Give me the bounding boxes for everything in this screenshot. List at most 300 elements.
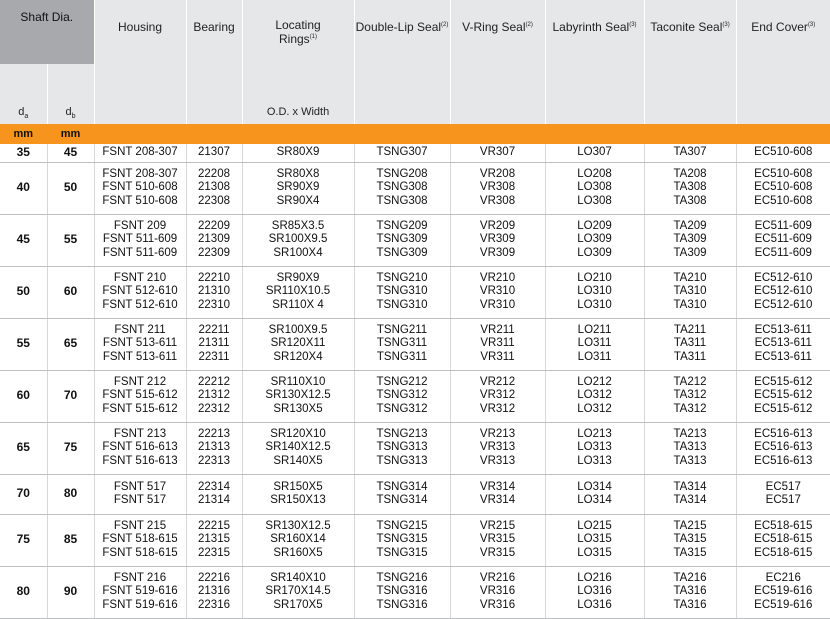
cell-value: LO309: [577, 233, 612, 246]
cell-value: EC515-612: [754, 402, 813, 415]
taconite-seal-cell: [644, 422, 736, 474]
db-cell: 90: [47, 566, 94, 618]
housing-cell: [94, 422, 186, 474]
cell-value: TSNG310: [376, 298, 428, 311]
cell-value: TSNG215: [376, 519, 428, 532]
cell-value: VR309: [479, 233, 516, 246]
cell-value: EC511-609: [754, 246, 812, 259]
cell-value: FSNT 212: [113, 375, 167, 388]
cell-value: TSNG313: [376, 441, 428, 454]
cell-value: FSNT 517: [113, 494, 167, 506]
cell-value: 21307: [198, 146, 230, 158]
cell-value: TA314: [673, 494, 707, 506]
cell-value: TSNG309: [376, 246, 428, 259]
housing-cell: [94, 318, 186, 370]
bearing-cell: [186, 318, 242, 370]
cell-value: TA312: [673, 402, 707, 415]
bearing-cell: [186, 144, 242, 162]
cell-value: LO310: [577, 285, 612, 298]
cell-value: 21314: [198, 494, 230, 506]
locating-rings-cell: [242, 162, 354, 214]
cell-value: TA209: [673, 219, 707, 232]
da-cell: 80: [0, 566, 47, 618]
cell-value: FSNT 510-608: [102, 194, 178, 207]
cell-value: VR215: [479, 519, 516, 532]
end-cover-cell: [736, 162, 830, 214]
cell-value: LO314: [577, 480, 612, 493]
cell-value: TA315: [673, 546, 707, 559]
cell-value: LO314: [577, 494, 612, 506]
cell-value: LO215: [577, 519, 612, 532]
double-lip-seal-cell: [354, 474, 450, 514]
cell-value: SR170X14.5: [265, 585, 331, 598]
table-row: [0, 474, 830, 514]
cell-value: TA313: [673, 454, 707, 467]
cell-value: 22216: [198, 571, 230, 584]
cell-value: EC513-611: [754, 323, 812, 336]
bearing-cell: [186, 370, 242, 422]
taconite-seal-cell: [644, 266, 736, 318]
cell-value: FSNT 519-616: [102, 585, 178, 598]
cell-value: TA309: [673, 233, 707, 246]
cell-value: 21311: [198, 337, 230, 350]
cell-value: FSNT 516-613: [102, 441, 178, 454]
cell-value: 21310: [198, 285, 230, 298]
cell-value: TA213: [673, 427, 707, 440]
cell-value: EC518-615: [754, 546, 813, 559]
housing-cell: [94, 566, 186, 618]
bearing-header: Bearing: [186, 0, 242, 124]
cell-value: LO210: [577, 271, 612, 284]
cell-value: 22312: [198, 402, 230, 415]
cell-value: EC510-608: [754, 146, 813, 158]
cell-value: TA308: [673, 194, 707, 207]
cell-value: SR160X14: [270, 533, 326, 546]
table-header: [0, 0, 830, 144]
labyrinth-seal-cell: [545, 422, 644, 474]
db-cell: 75: [47, 422, 94, 474]
cell-value: VR307: [479, 146, 516, 158]
end-cover-cell: [736, 370, 830, 422]
cell-value: LO308: [577, 181, 612, 194]
cell-value: SR120X4: [273, 350, 323, 363]
double-lip-seal-cell: [354, 514, 450, 566]
bearing-cell: [186, 162, 242, 214]
cell-value: VR208: [479, 167, 516, 180]
cell-value: SR90X9: [276, 271, 320, 284]
double-lip-seal-cell: [354, 566, 450, 618]
cell-value: VR312: [479, 389, 516, 402]
cell-value: VR316: [479, 585, 516, 598]
cell-value: 22213: [198, 427, 230, 440]
cell-value: TA311: [673, 350, 707, 363]
cell-value: LO311: [577, 350, 612, 363]
cell-value: 21315: [198, 533, 230, 546]
labyrinth-seal-cell: [545, 566, 644, 618]
v-ring-seal-cell: [450, 370, 545, 422]
cell-value: 21312: [198, 389, 230, 402]
cell-value: 22215: [198, 519, 230, 532]
cell-value: EC216: [765, 571, 801, 584]
cell-value: 22208: [198, 167, 230, 180]
cell-value: 22212: [198, 375, 230, 388]
table-row: [0, 514, 830, 566]
housing-cell: [94, 266, 186, 318]
taconite-seal-cell: [644, 474, 736, 514]
taconite-seal-cell: [644, 144, 736, 162]
cell-value: VR311: [480, 337, 515, 350]
db-cell: 70: [47, 370, 94, 422]
cell-value: EC511-609: [754, 219, 812, 232]
da-cell: 35: [0, 144, 47, 162]
units-row: [0, 124, 830, 144]
bearing-cell: [186, 422, 242, 474]
end-cover-cell: [736, 266, 830, 318]
cell-value: TSNG313: [376, 454, 428, 467]
cell-value: FSNT 516-613: [102, 454, 178, 467]
v-ring-seal-cell: [450, 144, 545, 162]
cell-value: SR90X9: [276, 181, 320, 194]
table-row: [0, 144, 830, 162]
cell-value: TSNG309: [376, 233, 428, 246]
cell-value: TSNG312: [376, 389, 428, 402]
double-lip-seal-cell: [354, 266, 450, 318]
cell-value: 22313: [198, 454, 230, 467]
table-row: [0, 566, 830, 618]
cell-value: SR130X12.5: [265, 389, 331, 402]
cell-value: SR100X4: [273, 246, 323, 259]
labyrinth-seal-cell: [545, 474, 644, 514]
locating-rings-cell: [242, 474, 354, 514]
cell-value: TA316: [673, 585, 707, 598]
cell-value: SR100X9.5: [268, 323, 328, 336]
cell-value: SR130X12.5: [265, 519, 331, 532]
cell-value: SR120X10: [270, 427, 326, 440]
cell-value: EC516-613: [754, 427, 813, 440]
cell-value: 21308: [198, 181, 230, 194]
cell-value: TSNG213: [376, 427, 428, 440]
cell-value: TA307: [673, 146, 707, 158]
cell-value: FSNT 512-610: [102, 298, 178, 311]
cell-value: SR110X 4: [272, 298, 324, 311]
cell-value: TSNG308: [376, 181, 428, 194]
v-ring-seal-cell: [450, 162, 545, 214]
cell-value: FSNT 208-307: [102, 146, 178, 158]
cell-value: SR170X5: [273, 598, 323, 611]
cell-value: LO315: [577, 533, 612, 546]
cell-value: TA215: [673, 519, 707, 532]
cell-value: 22210: [198, 271, 230, 284]
table-row: [0, 422, 830, 474]
cell-value: TA311: [673, 337, 707, 350]
cell-value: VR211: [480, 323, 515, 336]
double-lip-seal-cell: [354, 422, 450, 474]
double-lip-seal-header: Double-Lip Seal$^{(2)}$: [354, 0, 450, 124]
cell-value: FSNT 213: [113, 427, 167, 440]
double-lip-seal-cell: [354, 370, 450, 422]
cell-value: VR310: [479, 285, 516, 298]
cell-value: LO311: [577, 337, 612, 350]
v-ring-seal-cell: [450, 318, 545, 370]
labyrinth-seal-cell: [545, 214, 644, 266]
cell-value: TA212: [673, 375, 707, 388]
cell-value: FSNT 513-611: [102, 337, 178, 350]
locating-rings-cell: [242, 514, 354, 566]
cell-value: TSNG211: [376, 323, 428, 336]
cell-value: LO307: [577, 146, 612, 158]
cell-value: EC517: [765, 494, 801, 506]
cell-value: VR209: [479, 219, 516, 232]
cell-value: FSNT 513-611: [102, 350, 178, 363]
cell-value: 22316: [198, 598, 230, 611]
cell-value: TSNG212: [376, 375, 428, 388]
cell-value: SR150X13: [270, 494, 326, 506]
cell-value: TA208: [673, 167, 707, 180]
housing-cell: [94, 162, 186, 214]
od-width-header: O.D. x Width: [242, 64, 354, 124]
cell-value: VR314: [479, 480, 516, 493]
v-ring-seal-cell: [450, 514, 545, 566]
cell-value: SR120X11: [270, 337, 326, 350]
labyrinth-seal-cell: [545, 162, 644, 214]
v-ring-seal-cell: [450, 474, 545, 514]
cell-value: EC510-608: [754, 194, 813, 207]
cell-value: TSNG307: [376, 146, 428, 158]
labyrinth-seal-header: Labyrinth Seal$^{(3)}$: [545, 0, 644, 124]
da-cell: 55: [0, 318, 47, 370]
cell-value: LO309: [577, 246, 612, 259]
cell-value: SR85X3.5: [271, 219, 325, 232]
end-cover-cell: [736, 514, 830, 566]
cell-value: TSNG312: [376, 402, 428, 415]
cell-value: TA309: [673, 246, 707, 259]
bearing-cell: [186, 514, 242, 566]
cell-value: EC512-610: [754, 298, 813, 311]
cell-value: VR310: [479, 298, 516, 311]
taconite-seal-cell: [644, 514, 736, 566]
cell-value: LO310: [577, 298, 612, 311]
cell-value: LO315: [577, 546, 612, 559]
da-cell: 75: [0, 514, 47, 566]
table-row: [0, 318, 830, 370]
end-cover-cell: [736, 566, 830, 618]
cell-value: TSNG311: [376, 337, 428, 350]
cell-value: FSNT 515-612: [102, 389, 178, 402]
cell-value: TA211: [673, 323, 707, 336]
cell-value: EC518-615: [754, 533, 813, 546]
cell-value: EC512-610: [754, 285, 813, 298]
da-cell: 60: [0, 370, 47, 422]
cell-value: FSNT 515-612: [102, 402, 178, 415]
cell-value: TSNG314: [376, 480, 428, 493]
cell-value: FSNT 211: [114, 323, 166, 336]
cell-value: LO211: [577, 323, 612, 336]
cell-value: TSNG316: [376, 598, 428, 611]
db-cell: 50: [47, 162, 94, 214]
cell-value: VR308: [479, 181, 516, 194]
cell-value: FSNT 208-307: [102, 167, 178, 180]
cell-value: EC511-609: [754, 233, 812, 246]
cell-value: FSNT 511-609: [102, 233, 178, 246]
db-cell: 45: [47, 144, 94, 162]
cell-value: SR150X5: [273, 480, 323, 493]
cell-value: SR90X4: [276, 194, 320, 207]
db-cell: 80: [47, 474, 94, 514]
cell-value: TA315: [673, 533, 707, 546]
labyrinth-seal-cell: [545, 266, 644, 318]
db-cell: 55: [47, 214, 94, 266]
cell-value: 22310: [198, 298, 230, 311]
table-row: [0, 214, 830, 266]
labyrinth-seal-cell: [545, 370, 644, 422]
housing-cell: [94, 214, 186, 266]
cell-value: FSNT 209: [113, 219, 167, 232]
note-1: (1): [309, 34, 318, 40]
locating-rings-cell: [242, 144, 354, 162]
cell-value: FSNT 510-608: [102, 181, 178, 194]
v-ring-seal-cell: [450, 214, 545, 266]
cell-value: TA216: [673, 571, 707, 584]
cell-value: LO209: [577, 219, 612, 232]
cell-value: 22209: [198, 219, 230, 232]
cell-value: TA316: [673, 598, 707, 611]
cell-value: VR313: [479, 454, 516, 467]
cell-value: SR140X5: [273, 454, 323, 467]
cell-value: 21313: [198, 441, 230, 454]
cell-value: EC512-610: [754, 271, 813, 284]
cell-value: TSNG308: [376, 194, 428, 207]
cell-value: 22315: [198, 546, 230, 559]
cell-value: TSNG210: [376, 271, 428, 284]
cell-value: FSNT 519-616: [102, 598, 178, 611]
cell-value: EC517: [765, 480, 801, 493]
double-lip-seal-cell: [354, 214, 450, 266]
locating-rings-cell: [242, 318, 354, 370]
cell-value: TSNG315: [376, 533, 428, 546]
cell-value: SR130X5: [273, 402, 323, 415]
end-cover-cell: [736, 214, 830, 266]
cell-value: SR140X10: [270, 571, 326, 584]
cell-value: FSNT 210: [113, 271, 167, 284]
bearing-cell: [186, 214, 242, 266]
cell-value: TA310: [673, 298, 707, 311]
double-lip-seal-cell: [354, 144, 450, 162]
cell-value: VR210: [479, 271, 516, 284]
unit-mm-db: mm: [47, 124, 94, 144]
housing-cell: [94, 144, 186, 162]
db-cell: 65: [47, 318, 94, 370]
cell-value: LO216: [577, 571, 612, 584]
housing-cell: [94, 514, 186, 566]
cell-value: TA313: [673, 441, 707, 454]
cell-value: SR80X8: [276, 167, 320, 180]
db-cell: 60: [47, 266, 94, 318]
v-ring-seal-cell: [450, 266, 545, 318]
taconite-seal-cell: [644, 370, 736, 422]
cell-value: TSNG316: [376, 585, 428, 598]
cell-value: VR216: [479, 571, 516, 584]
cell-value: LO212: [577, 375, 612, 388]
cell-value: FSNT 517: [113, 480, 167, 493]
da-cell: 40: [0, 162, 47, 214]
taconite-seal-header: Taconite Seal$^{(3)}$: [644, 0, 736, 124]
cell-value: SR140X12.5: [265, 441, 331, 454]
end-cover-cell: [736, 144, 830, 162]
cell-value: 21316: [198, 585, 230, 598]
cell-value: FSNT 512-610: [102, 285, 178, 298]
table-row: [0, 370, 830, 422]
housing-header: Housing: [94, 0, 186, 124]
bearing-cell: [186, 474, 242, 514]
table-row: [0, 266, 830, 318]
bearing-cell: [186, 566, 242, 618]
cell-value: TA308: [673, 181, 707, 194]
cell-value: EC513-611: [754, 337, 812, 350]
cell-value: 21309: [198, 233, 230, 246]
cell-value: EC518-615: [754, 519, 813, 532]
da-header: $d_a$: [0, 64, 47, 124]
taconite-seal-cell: [644, 566, 736, 618]
cell-value: VR308: [479, 194, 516, 207]
cell-value: EC510-608: [754, 181, 813, 194]
cell-value: EC515-612: [754, 389, 813, 402]
cell-value: SR80X9: [276, 146, 320, 158]
da-cell: 45: [0, 214, 47, 266]
cell-value: TSNG315: [376, 546, 428, 559]
cell-value: VR315: [479, 533, 516, 546]
cell-value: TSNG208: [376, 167, 428, 180]
cell-value: TA210: [673, 271, 707, 284]
cell-value: EC519-616: [754, 598, 813, 611]
cell-value: 22309: [198, 246, 230, 259]
cell-value: VR311: [480, 350, 515, 363]
cell-value: VR313: [479, 441, 516, 454]
taconite-seal-cell: [644, 318, 736, 370]
double-lip-seal-cell: [354, 318, 450, 370]
v-ring-seal-cell: [450, 566, 545, 618]
da-cell: 65: [0, 422, 47, 474]
cell-value: SR100X9.5: [268, 233, 328, 246]
cell-value: FSNT 518-615: [102, 533, 178, 546]
table-row: [0, 162, 830, 214]
cell-value: EC516-613: [754, 454, 813, 467]
cell-value: 22308: [198, 194, 230, 207]
cell-value: VR314: [479, 494, 516, 506]
end-cover-header: End Cover$^{(3)}$: [736, 0, 830, 124]
cell-value: LO213: [577, 427, 612, 440]
locating-rings-cell: [242, 214, 354, 266]
housing-cell: [94, 370, 186, 422]
cell-value: LO312: [577, 389, 612, 402]
cell-value: VR315: [479, 546, 516, 559]
cell-value: TSNG209: [376, 219, 428, 232]
locating-rings-cell: [242, 370, 354, 422]
cell-value: TSNG310: [376, 285, 428, 298]
locating-rings-cell: [242, 266, 354, 318]
cell-value: SR160X5: [273, 546, 323, 559]
cell-value: FSNT 216: [113, 571, 167, 584]
labyrinth-seal-cell: [545, 144, 644, 162]
da-cell: 50: [0, 266, 47, 318]
locating-rings-header: Locating Rings$^{(1)}$: [242, 0, 354, 64]
cell-value: LO316: [577, 585, 612, 598]
cell-value: SR110X10.5: [265, 285, 331, 298]
cell-value: TA312: [673, 389, 707, 402]
cell-value: TSNG311: [376, 350, 428, 363]
v-ring-seal-cell: [450, 422, 545, 474]
db-cell: 85: [47, 514, 94, 566]
shaft-dia-header: Shaft Dia.: [0, 0, 94, 64]
